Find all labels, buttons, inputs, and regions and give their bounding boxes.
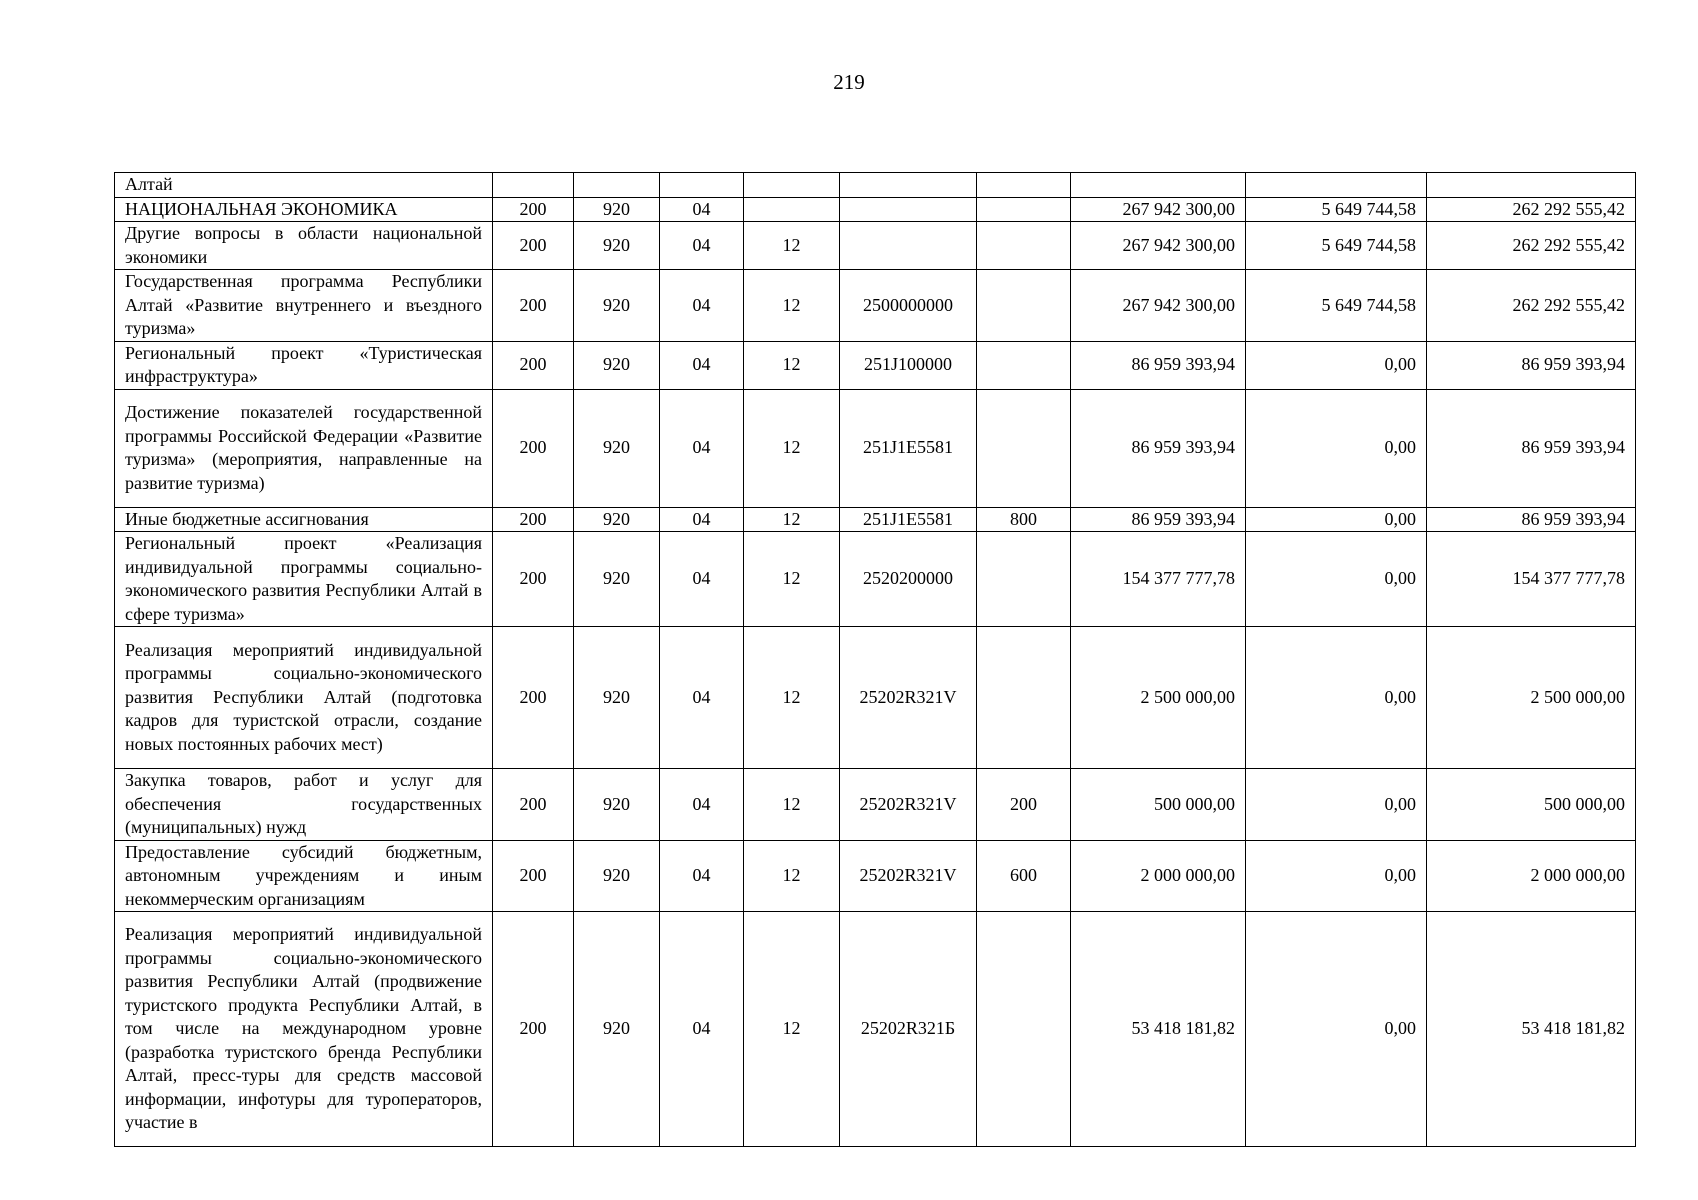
table-row [115,912,1636,1147]
code-col-1: 200 [493,507,574,532]
code-col-2: 920 [574,507,660,532]
code-col-2: 920 [574,532,660,627]
table-body [115,173,1636,1147]
code-col-2: 920 [574,197,660,222]
amount-2: 0,00 [1246,840,1427,912]
amount-2: 0,00 [1246,532,1427,627]
table-row [115,389,1636,507]
amount-3: 262 292 555,42 [1427,222,1636,270]
code-section: 04 [660,532,744,627]
code-target: 25202R321V [840,627,977,769]
code-subsection: 12 [744,532,840,627]
code-section: 04 [660,270,744,342]
code-target: 251J1E5581 [840,507,977,532]
code-target: 25202R321V [840,840,977,912]
code-expense-type: 600 [977,840,1071,912]
amount-1: 267 942 300,00 [1071,197,1246,222]
amount-3: 500 000,00 [1427,769,1636,841]
amount-1: 500 000,00 [1071,769,1246,841]
code-col-2: 920 [574,840,660,912]
amount-3: 53 418 181,82 [1427,912,1636,1147]
code-section: 04 [660,769,744,841]
row-label: Закупка товаров, работ и услуг для обеспечения государственных (муниципальных) нужд [115,769,493,841]
code-expense-type [977,627,1071,769]
row-label: НАЦИОНАЛЬНАЯ ЭКОНОМИКА [115,197,493,222]
code-col-1: 200 [493,222,574,270]
code-expense-type [977,270,1071,342]
code-expense-type [977,222,1071,270]
amount-2: 0,00 [1246,341,1427,389]
code-col-1: 200 [493,341,574,389]
code-section: 04 [660,222,744,270]
row-label: Региональный проект «Туристическая инфраструктура» [115,341,493,389]
amount-1: 2 000 000,00 [1071,840,1246,912]
code-section: 04 [660,912,744,1147]
code-col-1: 200 [493,389,574,507]
code-subsection: 12 [744,341,840,389]
code-subsection [744,173,840,198]
budget-table [114,172,1636,1147]
amount-3: 154 377 777,78 [1427,532,1636,627]
page-number: 219 [833,70,865,94]
amount-2: 0,00 [1246,627,1427,769]
table-row [115,341,1636,389]
code-col-1: 200 [493,627,574,769]
code-section: 04 [660,507,744,532]
amount-1: 267 942 300,00 [1071,270,1246,342]
code-subsection: 12 [744,769,840,841]
amount-2: 0,00 [1246,769,1427,841]
amount-2: 0,00 [1246,507,1427,532]
amount-3: 86 959 393,94 [1427,341,1636,389]
row-label: Предоставление субсидий бюджетным, автономным учреждениям и иным некоммерческим организациям [115,840,493,912]
code-section: 04 [660,627,744,769]
row-label: Достижение показателей государственной программы Российской Федерации «Развитие туризма» (мероприятия, направленные на развитие туризма) [115,389,493,507]
code-target: 251J100000 [840,341,977,389]
table-row [115,197,1636,222]
row-label: Реализация мероприятий индивидуальной программы социально-экономического развития Республики Алтай (подготовка кадров для туристской отрасли, создание новых постоянных рабочих мест) [115,627,493,769]
amount-1 [1071,173,1246,198]
code-subsection: 12 [744,840,840,912]
code-section: 04 [660,197,744,222]
amount-3: 2 500 000,00 [1427,627,1636,769]
code-subsection: 12 [744,222,840,270]
code-subsection [744,197,840,222]
amount-3: 2 000 000,00 [1427,840,1636,912]
amount-3: 86 959 393,94 [1427,389,1636,507]
amount-2: 5 649 744,58 [1246,197,1427,222]
table-row [115,270,1636,342]
amount-1: 86 959 393,94 [1071,341,1246,389]
amount-1: 86 959 393,94 [1071,507,1246,532]
row-label: Другие вопросы в области национальной экономики [115,222,493,270]
code-col-1: 200 [493,912,574,1147]
row-label: Государственная программа Республики Алтай «Развитие внутреннего и въездного туризма» [115,270,493,342]
code-section: 04 [660,341,744,389]
code-col-2: 920 [574,389,660,507]
amount-2 [1246,173,1427,198]
code-target [840,197,977,222]
code-subsection: 12 [744,627,840,769]
amount-3: 86 959 393,94 [1427,507,1636,532]
code-expense-type [977,532,1071,627]
code-col-2: 920 [574,270,660,342]
amount-2: 0,00 [1246,389,1427,507]
row-label: Реализация мероприятий индивидуальной программы социально-экономического развития Республики Алтай (продвижение туристского продукта Республики Алтай, в том числе на международном уровне (разработка туристского бренда Республики Алтай, пресс-туры для средств массовой информации, инфотуры для туроператоров, участие в [115,912,493,1147]
code-expense-type [977,912,1071,1147]
amount-3: 262 292 555,42 [1427,270,1636,342]
table-row [115,532,1636,627]
code-target: 25202R321V [840,769,977,841]
code-col-1: 200 [493,270,574,342]
code-expense-type [977,341,1071,389]
table-row [115,769,1636,841]
code-col-1: 200 [493,840,574,912]
code-col-1 [493,173,574,198]
row-label: Региональный проект «Реализация индивидуальной программы социально-экономического развития Республики Алтай в сфере туризма» [115,532,493,627]
code-col-1: 200 [493,532,574,627]
code-subsection: 12 [744,270,840,342]
code-col-2: 920 [574,627,660,769]
code-target: 2520200000 [840,532,977,627]
code-col-2: 920 [574,222,660,270]
code-section: 04 [660,389,744,507]
code-col-2: 920 [574,912,660,1147]
code-target: 2500000000 [840,270,977,342]
code-subsection: 12 [744,389,840,507]
table-row [115,173,1636,198]
amount-1: 2 500 000,00 [1071,627,1246,769]
code-col-1: 200 [493,197,574,222]
code-target: 251J1E5581 [840,389,977,507]
code-col-2: 920 [574,769,660,841]
amount-2: 5 649 744,58 [1246,222,1427,270]
code-subsection: 12 [744,507,840,532]
code-section [660,173,744,198]
amount-1: 53 418 181,82 [1071,912,1246,1147]
amount-1: 86 959 393,94 [1071,389,1246,507]
amount-3 [1427,173,1636,198]
amount-2: 5 649 744,58 [1246,270,1427,342]
code-expense-type: 200 [977,769,1071,841]
code-col-2: 920 [574,341,660,389]
table-row [115,840,1636,912]
code-target [840,222,977,270]
row-label: Алтай [115,173,493,198]
code-subsection: 12 [744,912,840,1147]
code-section: 04 [660,840,744,912]
code-target [840,173,977,198]
code-expense-type: 800 [977,507,1071,532]
amount-1: 267 942 300,00 [1071,222,1246,270]
code-expense-type [977,389,1071,507]
row-label: Иные бюджетные ассигнования [115,507,493,532]
code-expense-type [977,173,1071,198]
amount-1: 154 377 777,78 [1071,532,1246,627]
amount-2: 0,00 [1246,912,1427,1147]
code-col-1: 200 [493,769,574,841]
amount-3: 262 292 555,42 [1427,197,1636,222]
code-expense-type [977,197,1071,222]
table-row [115,507,1636,532]
code-col-2 [574,173,660,198]
table-row [115,627,1636,769]
code-target: 25202R321Б [840,912,977,1147]
table-row [115,222,1636,270]
